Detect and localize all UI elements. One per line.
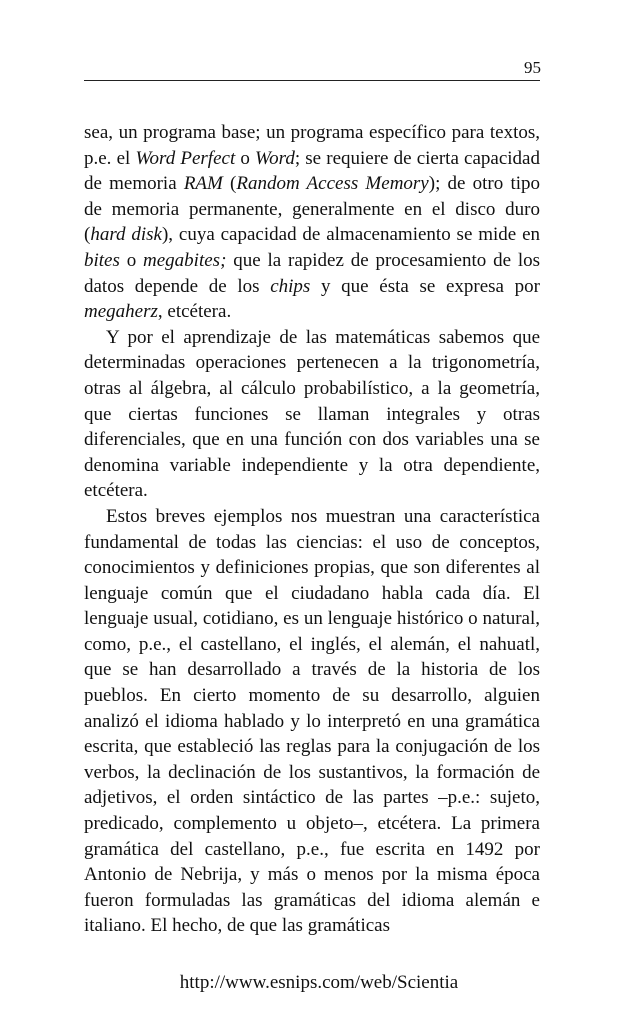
text-run: , etcétera. bbox=[157, 301, 232, 323]
italic-term: RAM bbox=[183, 173, 223, 195]
text-run: o bbox=[119, 249, 144, 271]
italic-term: Word bbox=[255, 147, 295, 169]
italic-term: bites bbox=[84, 249, 120, 271]
paragraph-3 bbox=[84, 504, 540, 939]
italic-term: megabites; bbox=[143, 249, 227, 271]
text-run: Estos breves ejemplos nos muestran una característica fundamental de todas las ciencias: el uso de conceptos, conocimientos y definiciones propias, que son diferentes al lenguaje común que el ciudadano habla cada día. El lenguaje usual, cotidiano, es un lenguaje histórico o natural, como, p.e., el castellano, el inglés, el alemán, el nahuatl, que se han desarrollado a través de la historia de los pueblos. En cierto momento de su desarrollo, alguien analizó el idioma hablado y lo interpretó en una gramática escrita, que estableció las reglas para la conjugación de los verbos, la declinación de los sustantivos, la formación de adjetivos, el orden sintáctico de las partes –p.e.: sujeto, predicado, complemento u objeto–, etcétera. La primera gramática del castellano, p.e., fue escrita en 1492 por Antonio de Nebrija, y más o menos por la misma época fueron formuladas las gramáticas del idioma alemán e italiano. El hecho, de que las gramáticas bbox=[84, 505, 540, 937]
text-run: que la rapidez de procesamiento de los datos depende de los bbox=[84, 249, 540, 297]
page-number: 95 bbox=[524, 58, 541, 77]
italic-term: Random Access Memory bbox=[236, 173, 429, 195]
text-run: o bbox=[235, 147, 256, 169]
text-run: ), cuya capacidad de almacenamiento se mide en bbox=[161, 224, 540, 246]
text-run: ); de otro tipo de memoria permanente, generalmente en el disco duro ( bbox=[84, 173, 540, 246]
text-run: y que ésta se expresa por bbox=[310, 275, 540, 297]
text-run: ; se requiere de cierta capacidad de memoria bbox=[84, 147, 540, 195]
paragraph-2 bbox=[84, 325, 540, 504]
footer-url: http://www.esnips.com/web/Scientia bbox=[179, 972, 459, 993]
body-text bbox=[84, 120, 540, 939]
paragraph-1 bbox=[84, 120, 540, 325]
italic-term: Word Perfect bbox=[135, 147, 236, 169]
text-run: ( bbox=[222, 173, 237, 195]
italic-term: megaherz bbox=[84, 301, 158, 323]
text-run: sea, un programa base; un programa específico para textos, p.e. el bbox=[84, 122, 540, 169]
italic-term: chips bbox=[270, 275, 311, 297]
text-run: Y por el aprendizaje de las matemáticas sabemos que determinadas operaciones pertenecen a la trigonometría, otras al álgebra, al cálculo probabilístico, a la geometría, que ciertas funciones se llaman integrales y otras diferenciales, que en una función con dos variables una se denomina variable independiente y la otra dependiente, etcétera. bbox=[84, 326, 540, 502]
italic-term: hard disk bbox=[90, 224, 162, 246]
header-rule bbox=[84, 80, 540, 81]
